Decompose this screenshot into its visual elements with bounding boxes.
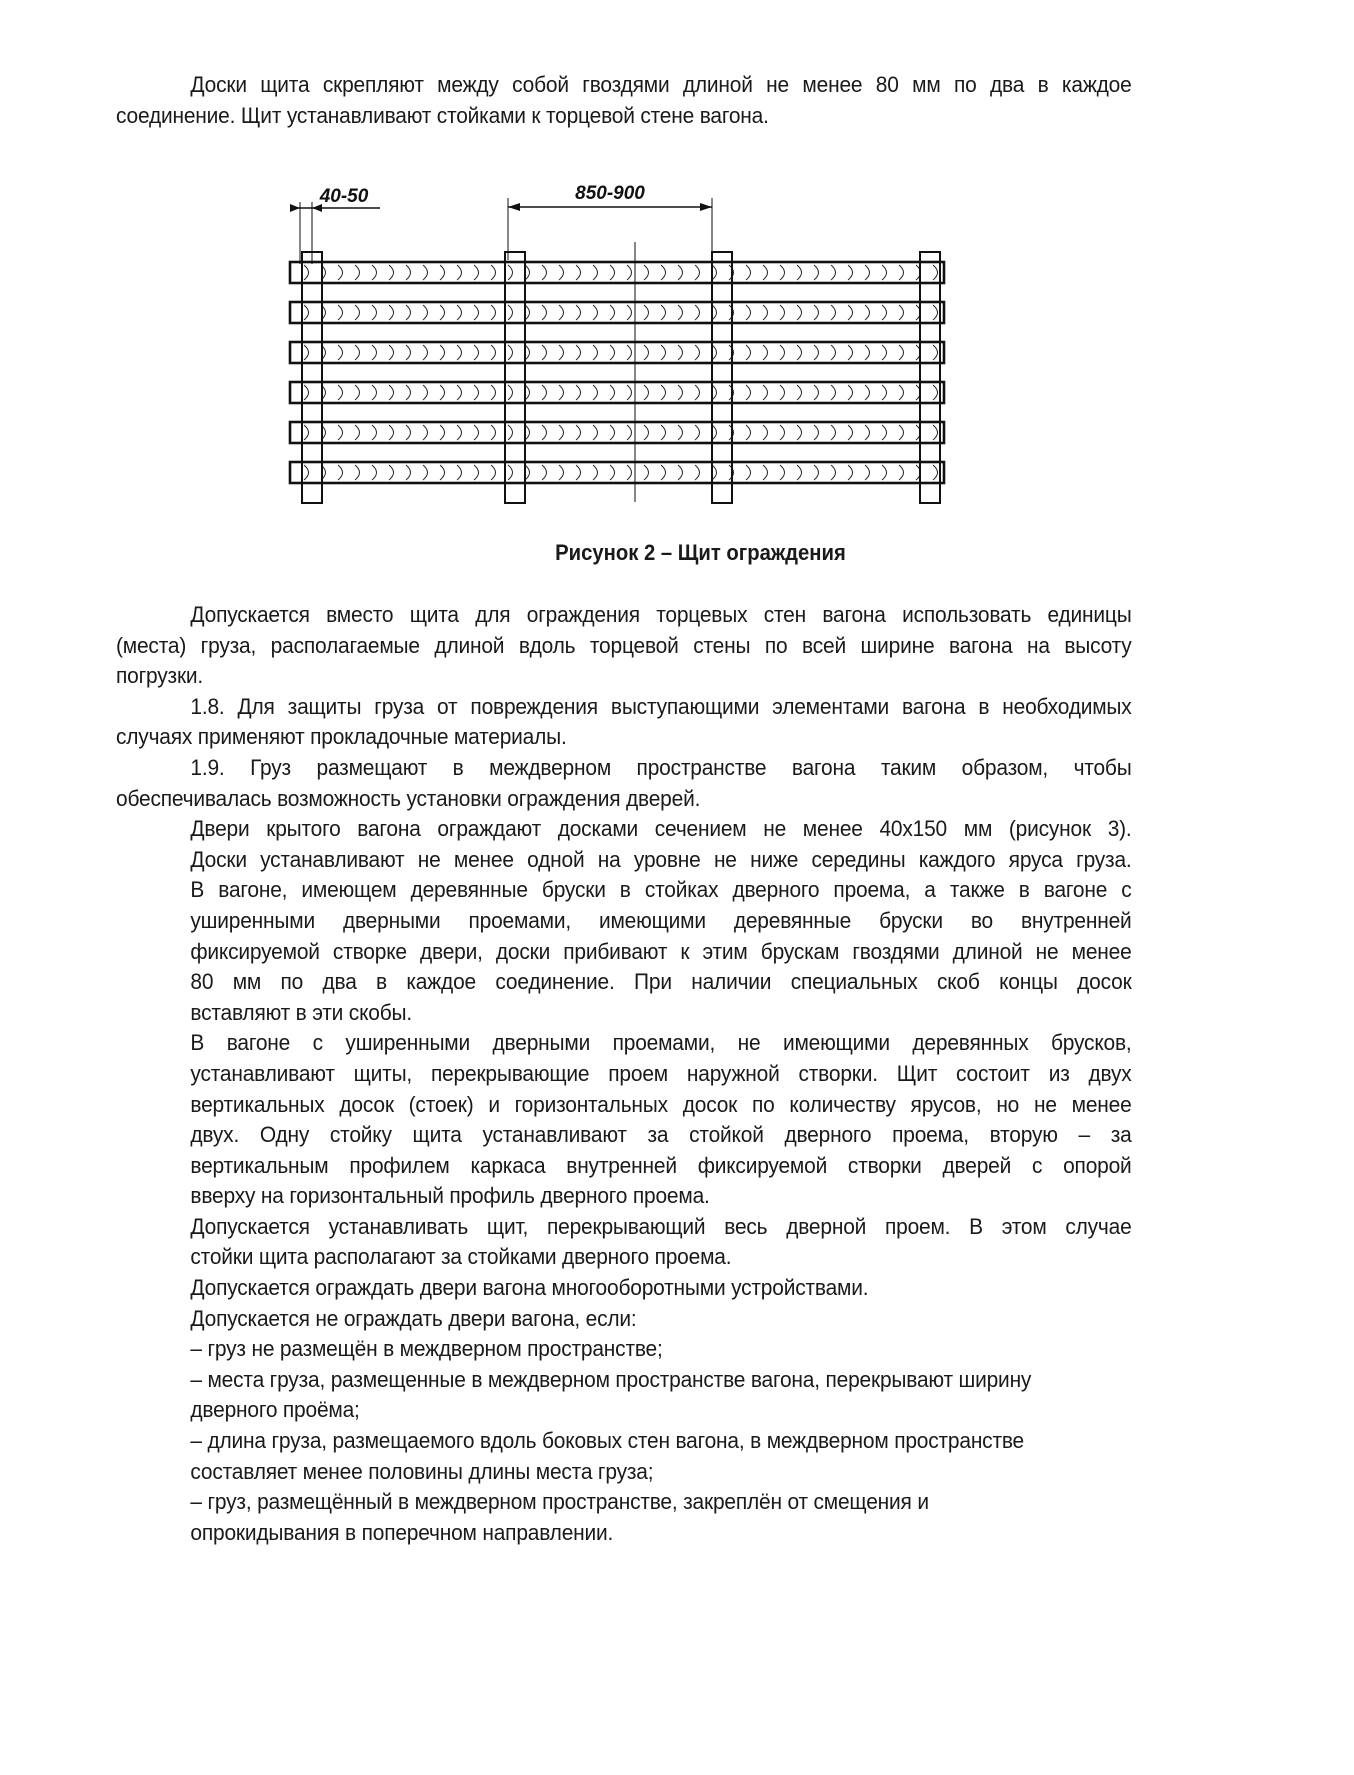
- text-line: составляет менее половины длины места груза;: [190, 1458, 654, 1484]
- board: [290, 422, 944, 443]
- dim-right-arrow-a: [508, 203, 520, 211]
- text-line: вертикальных досок (стоек) и горизонтальных досок по количеству ярусов, но не менее: [190, 1091, 1132, 1117]
- text-line: В вагоне с уширенными дверными проемами, не имеющими деревянных брусков,: [190, 1030, 1132, 1056]
- dim-left-label: 40-50: [319, 186, 369, 207]
- text-line: В вагоне, имеющем деревянные бруски в стойках дверного проема, а также в вагоне с: [190, 877, 1132, 903]
- text-line: Допускается устанавливать щит, перекрывающий весь дверной проем. В этом случае: [190, 1213, 1132, 1239]
- text-line: обеспечивалась возможность установки ограждения дверей.: [116, 785, 701, 811]
- text-line: стойки щита располагают за стойками дверного проема.: [190, 1244, 732, 1270]
- text-line: Допускается не ограждать двери вагона, если:: [190, 1305, 637, 1331]
- paragraph-p5: [116, 875, 1132, 1028]
- text-line: Доски устанавливают не менее одной на уровне не ниже середины каждого яруса груза.: [190, 846, 1132, 872]
- paragraph-p13: [116, 1487, 1132, 1548]
- paragraph-p6: [116, 1028, 1132, 1212]
- boards-group: [290, 262, 944, 483]
- paragraph-p8: [116, 1273, 1132, 1304]
- paragraph-p9: [116, 1304, 1132, 1335]
- paragraph-p2: [116, 692, 1132, 753]
- board: [290, 342, 944, 363]
- figure-caption: Рисунок 2 – Щит ограждения: [554, 540, 846, 565]
- text-line: Двери крытого вагона ограждают досками сечением не менее 40х150 мм (рисунок 3).: [190, 816, 1132, 842]
- board: [290, 302, 944, 323]
- paragraph-p10: [116, 1334, 1132, 1365]
- dim-left-arrow-a: [290, 204, 300, 212]
- text-line: – места груза, размещенные в междверном пространстве вагона, перекрывают ширину: [190, 1366, 1032, 1392]
- text-line: двух. Одну стойку щита устанавливают за стойкой дверного проема, вторую – за: [190, 1122, 1132, 1148]
- text-line: уширенными дверными проемами, имеющими деревянные бруски во внутренней: [190, 907, 1132, 933]
- shield-drawing: [280, 180, 980, 520]
- paragraph-p1: [116, 600, 1132, 692]
- board: [290, 262, 944, 283]
- body-text: [116, 600, 1132, 1548]
- text-line: вставляют в эти скобы.: [190, 999, 413, 1025]
- text-line: вверху на горизонтальный профиль дверного проема.: [190, 1183, 710, 1209]
- intro-line-2: соединение. Щит устанавливают стойками к торцевой стене вагона.: [116, 102, 769, 128]
- text-line: (места) груза, располагаемые длиной вдоль торцевой стены по всей ширине вагона на высоту: [116, 632, 1132, 658]
- text-line: 1.8. Для защиты груза от повреждения выступающими элементами вагона в необходимых: [190, 693, 1132, 719]
- paragraph-p11: [116, 1365, 1132, 1426]
- intro-line-1: Доски щита скрепляют между собой гвоздями длиной не менее 80 мм по два в каждое: [190, 72, 1132, 97]
- paragraph-p7: [116, 1212, 1132, 1273]
- dimensions-group: [290, 183, 712, 264]
- text-line: 80 мм по два в каждое соединение. При наличии специальных скоб концы досок: [190, 969, 1132, 995]
- paragraph-p3: [116, 753, 1132, 814]
- text-line: дверного проёма;: [190, 1397, 360, 1423]
- paragraph-p12: [116, 1426, 1132, 1487]
- text-line: случаях применяют прокладочные материалы.: [116, 724, 567, 750]
- text-line: Допускается ограждать двери вагона многооборотными устройствами.: [190, 1275, 869, 1301]
- intro-paragraph: [116, 70, 1132, 131]
- text-line: Допускается вместо щита для ограждения торцевых стен вагона использовать единицы: [190, 602, 1132, 627]
- text-line: вертикальным профилем каркаса внутренней фиксируемой створки дверей с опорой: [190, 1152, 1132, 1178]
- board: [290, 462, 944, 483]
- text-line: – длина груза, размещаемого вдоль боковых стен вагона, в междверном пространстве: [190, 1428, 1025, 1454]
- text-line: – груз не размещён в междверном пространстве;: [190, 1336, 663, 1362]
- text-line: – груз, размещённый в междверном пространстве, закреплён от смещения и: [190, 1489, 929, 1515]
- text-line: устанавливают щиты, перекрывающие проем наружной створки. Щит состоит из двух: [190, 1060, 1132, 1086]
- text-line: опрокидывания в поперечном направлении.: [190, 1519, 614, 1545]
- dim-right-label: 850-900: [575, 183, 645, 204]
- dim-right-arrow-b: [700, 203, 712, 211]
- text-line: 1.9. Груз размещают в междверном пространстве вагона таким образом, чтобы: [190, 754, 1132, 780]
- board: [290, 382, 944, 403]
- text-line: фиксируемой створке двери, доски прибивают к этим брускам гвоздями длиной не менее: [190, 938, 1132, 964]
- text-line: погрузки.: [116, 663, 204, 689]
- paragraph-p4: [116, 814, 1132, 875]
